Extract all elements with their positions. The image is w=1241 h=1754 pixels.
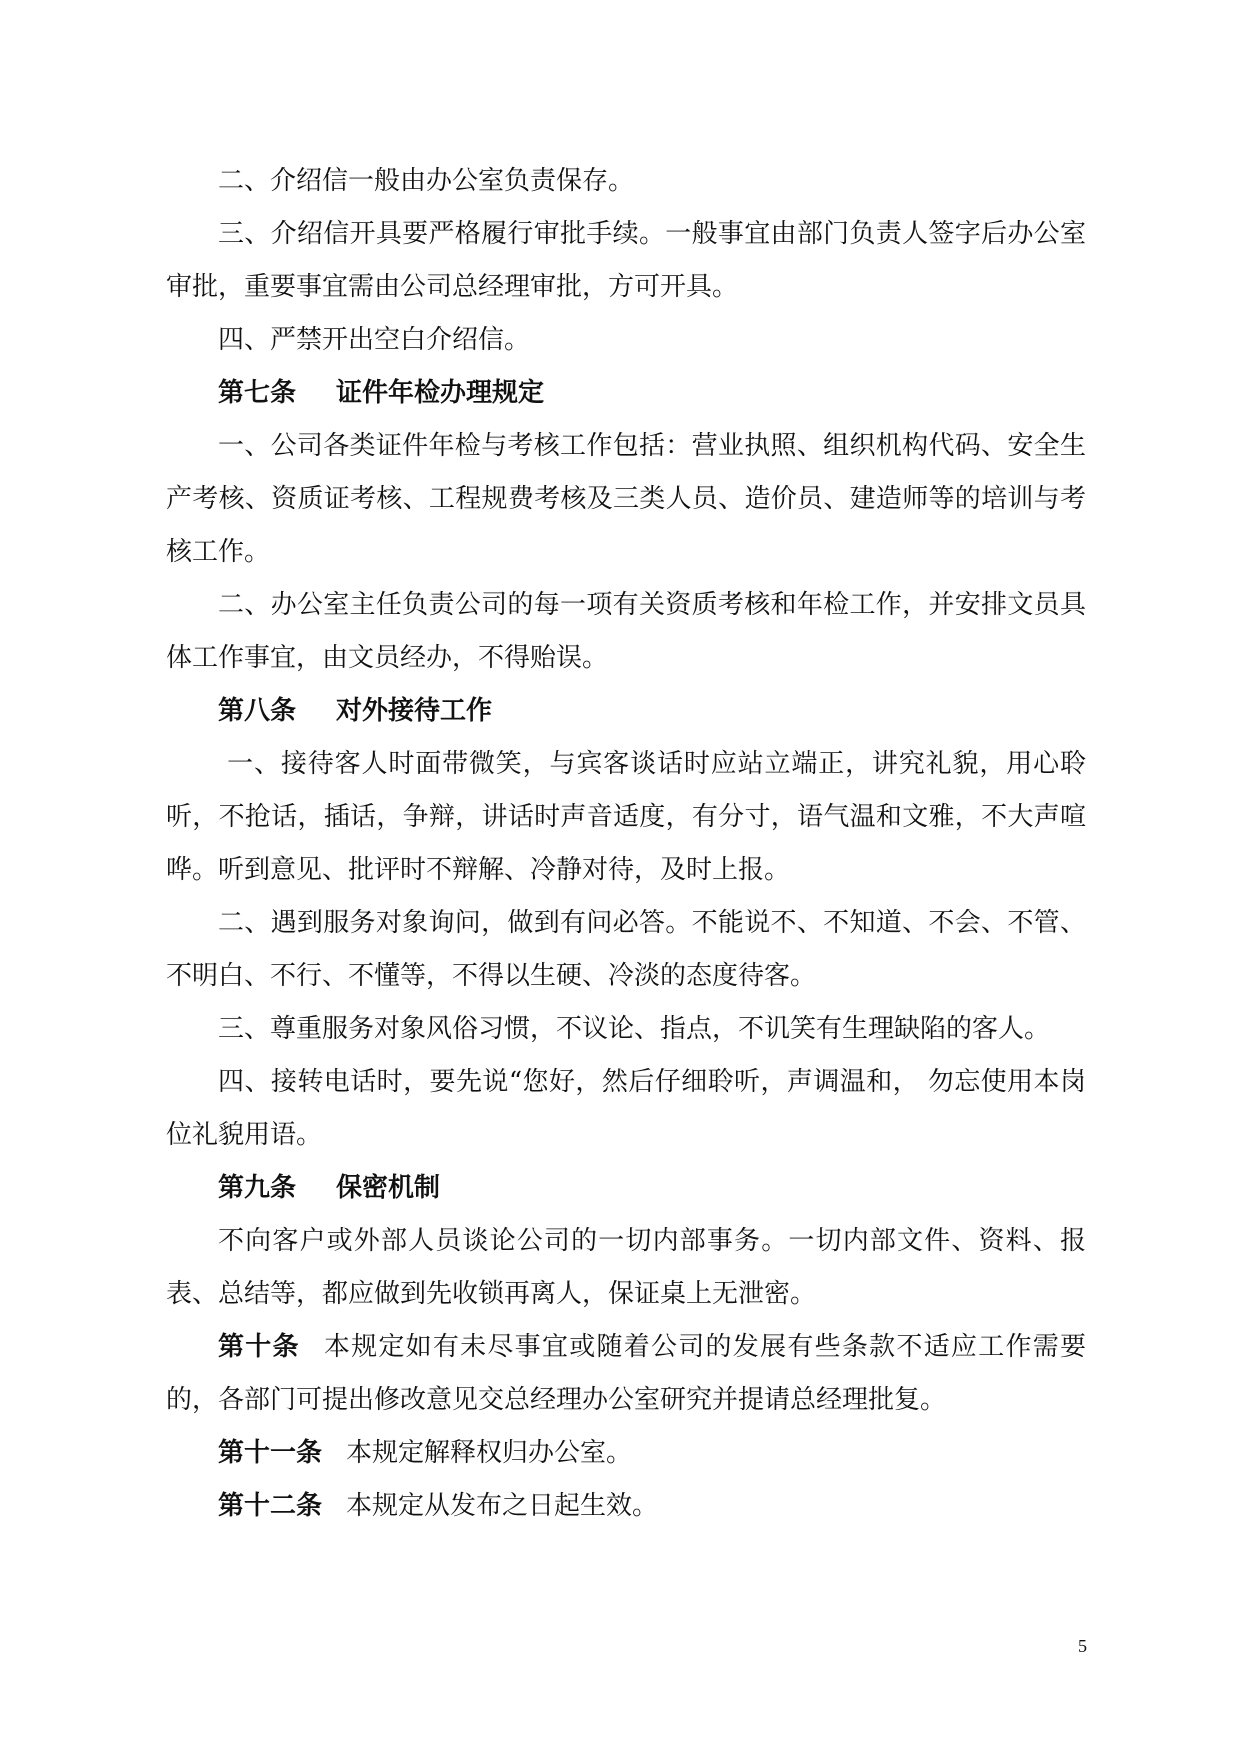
article-title: 对外接待工作	[336, 696, 493, 726]
article-number: 第九条	[218, 1173, 297, 1203]
article-text: 本规定如有未尽事宜或随着公司的发展有些条款不适应工作需要的，各部门可提出修改意见交总经理办公室研究并提请总经理批复。	[166, 1332, 1086, 1415]
paragraph: 一、接待客人时面带微笑，与宾客谈话时应站立端正，讲究礼貌，用心聆听，不抢话，插话，争辩，讲话时声音适度，有分寸，语气温和文雅，不大声喧哗。听到意见、批评时不辩解、冷静对待，及时上报。	[166, 749, 1086, 885]
paragraph: 二、介绍信一般由办公室负责保存。	[218, 166, 635, 196]
article-number: 第十一条	[218, 1438, 323, 1468]
paragraph: 三、介绍信开具要严格履行审批手续。一般事宜由部门负责人签字后办公室审批，重要事宜需由公司总经理审批，方可开具。	[166, 219, 1086, 302]
article-title: 保密机制	[336, 1173, 441, 1203]
paragraph: 三、尊重服务对象风俗习惯，不议论、指点，不讥笑有生理缺陷的客人。	[218, 1014, 1051, 1044]
article-number: 第八条	[218, 696, 297, 726]
article-heading-8	[166, 685, 1086, 738]
article-number: 第七条	[218, 378, 297, 408]
paragraph: 不向客户或外部人员谈论公司的一切内部事务。一切内部文件、资料、报表、总结等，都应做到先收锁再离人，保证桌上无泄密。	[166, 1226, 1086, 1309]
article-heading-7	[166, 367, 1086, 420]
article-11	[166, 1427, 1086, 1480]
article-text: 本规定解释权归办公室。	[346, 1438, 633, 1468]
article-text: 本规定从发布之日起生效。	[346, 1491, 659, 1521]
paragraph: 二、办公室主任负责公司的每一项有关资质考核和年检工作，并安排文员具体工作事宜，由文员经办，不得贻误。	[166, 590, 1086, 673]
article-number: 第十二条	[218, 1491, 323, 1521]
page-number: 5	[1078, 1636, 1087, 1656]
article-12	[166, 1480, 1086, 1533]
article-10	[166, 1321, 1086, 1427]
paragraph: 四、严禁开出空白介绍信。	[218, 325, 531, 355]
document-body	[166, 155, 1086, 1533]
paragraph: 四、接转电话时，要先说“您好，然后仔细聆听，声调温和， 勿忘使用本岗位礼貌用语。	[166, 1067, 1086, 1150]
article-number: 第十条	[218, 1332, 300, 1362]
article-title: 证件年检办理规定	[336, 378, 545, 408]
article-heading-9	[166, 1162, 1086, 1215]
paragraph: 二、遇到服务对象询问，做到有问必答。不能说不、不知道、不会、不管、不明白、不行、不懂等，不得以生硬、冷淡的态度待客。	[166, 908, 1086, 991]
paragraph: 一、公司各类证件年检与考核工作包括：营业执照、组织机构代码、安全生产考核、资质证考核、工程规费考核及三类人员、造价员、建造师等的培训与考核工作。	[166, 431, 1086, 567]
